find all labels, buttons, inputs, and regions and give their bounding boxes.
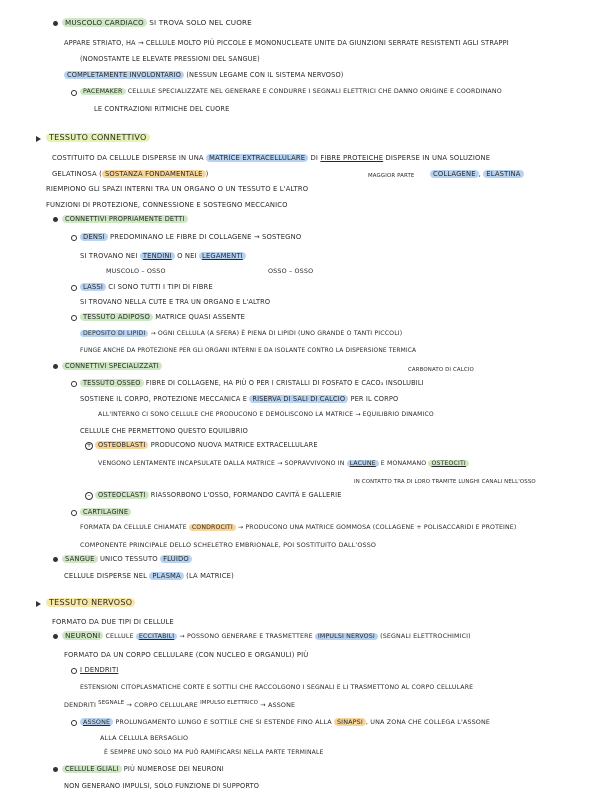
lassi-line-2: SI TROVANO NELLA CUTE E TRA UN ORGANO E L'ALTRO bbox=[80, 298, 271, 306]
osseo-line-3: ALL'INTERNO CI SONO CELLULE CHE PRODUCONO E DEMOLISCONO LA MATRICE → EQUILIBRIO DINAMICO bbox=[98, 411, 434, 418]
text: PRODUCONO NUOVA MATRICE EXTRACELLULARE bbox=[150, 441, 318, 449]
bullet-dot bbox=[53, 767, 58, 772]
involontario-highlight: COMPLETAMENTE INVOLONTARIO bbox=[64, 71, 184, 79]
text: DISPERSE IN UNA SOLUZIONE bbox=[385, 154, 491, 162]
text: (LA MATRICE) bbox=[186, 572, 234, 580]
lacune-highlight: LACUNE bbox=[347, 460, 379, 467]
osteoclasti-highlight: OSTEOCLASTI bbox=[95, 491, 149, 499]
maggior-parte-label: MAGGIOR PARTE bbox=[368, 173, 415, 179]
bullet-dot bbox=[53, 364, 58, 369]
osseo-line bbox=[80, 378, 424, 388]
propriamente-detti-title: CONNETTIVI PROPRIAMENTE DETTI bbox=[62, 215, 188, 223]
muscolo-cardiaco-desc-2: (NONOSTANTE LE ELEVATE PRESSIONI DEL SANGUE) bbox=[80, 55, 260, 63]
fibre-underline: FIBRE PROTEICHE bbox=[320, 154, 384, 162]
pacemaker-line bbox=[80, 87, 502, 97]
text: , UNA ZONA CHE COLLEGA L'ASSONE bbox=[365, 718, 491, 726]
sangue-highlight: SANGUE bbox=[62, 555, 98, 563]
text: SOSTIENE IL CORPO, PROTEZIONE MECCANICA E bbox=[80, 395, 248, 403]
assone-line-3: È SEMPRE UNO SOLO MA PUÒ RAMIFICARSI NELLA PARTE TERMINALE bbox=[104, 749, 324, 756]
pacemaker-highlight: PACEMAKER bbox=[80, 88, 126, 95]
tendini-highlight: TENDINI bbox=[140, 252, 175, 260]
text: FIBRE DI COLLAGENE, HA PIÙ O PER I CRISTALLI DI FOSFATO E CACO₃ INSOLUBILI bbox=[145, 379, 424, 387]
osseo-highlight: TESSUTO OSSEO bbox=[80, 379, 144, 387]
text: → POSSONO GENERARE E TRASMETTERE bbox=[179, 633, 313, 640]
osseo-line-4: CELLULE CHE PERMETTONO QUESTO EQUILIBRIO bbox=[80, 427, 248, 435]
osteoblasti-line-3: IN CONTATTO TRA DI LORO TRAMITE LUNGHI CANALI NELL'OSSO bbox=[354, 479, 536, 485]
dendriti-title: I DENDRITI bbox=[80, 666, 119, 674]
osteociti-highlight: OSTEOCITI bbox=[428, 460, 468, 467]
text: CELLULE bbox=[105, 633, 134, 640]
text: PER IL CORPO bbox=[350, 395, 399, 403]
tessuto-connettivo-title: TESSUTO CONNETTIVO bbox=[46, 133, 150, 142]
fluido-highlight: FLUIDO bbox=[160, 555, 192, 563]
assone-highlight: ASSONE bbox=[80, 718, 113, 726]
text: VENGONO LENTAMENTE INCAPSULATE DALLA MATRICE → SOPRAVVIVONO IN bbox=[98, 460, 345, 467]
adiposo-highlight: TESSUTO ADIPOSO bbox=[80, 313, 153, 321]
text: UNICO TESSUTO bbox=[99, 555, 158, 563]
minus-circle-icon: – bbox=[85, 492, 93, 500]
text: SI TROVANO NEI bbox=[80, 252, 138, 260]
dendriti-line bbox=[80, 665, 118, 675]
bullet-circle bbox=[71, 720, 77, 726]
text: PROLUNGAMENTO LUNGO E SOTTILE CHE SI ESTENDE FINO ALLA bbox=[115, 718, 332, 726]
adiposo-line bbox=[80, 312, 245, 322]
bullet-circle bbox=[71, 668, 77, 674]
text: GELATINOSA bbox=[52, 170, 97, 178]
deposito-line bbox=[80, 329, 402, 339]
densi-line-2 bbox=[80, 251, 246, 261]
specializzati-line bbox=[62, 361, 162, 371]
dendriti-line-2: ESTENSIONI CITOPLASMATICHE CORTE E SOTTILI CHE RACCOLGONO I SEGNALI E LI TRASMETTONO AL CORPO CELLULARE bbox=[80, 684, 474, 691]
sangue-line-2 bbox=[64, 571, 234, 581]
pacemaker-desc-2: LE CONTRAZIONI RITMICHE DEL CUORE bbox=[94, 105, 230, 113]
text: E MONAMANO bbox=[380, 460, 427, 467]
plus-circle-icon: + bbox=[86, 442, 92, 449]
osseo-line-2 bbox=[80, 394, 398, 404]
bullet-circle bbox=[71, 510, 77, 516]
lassi-highlight: LASSI bbox=[80, 283, 106, 291]
eccitabili-highlight: ECCITABILI bbox=[136, 633, 177, 640]
sangue-line bbox=[62, 554, 192, 564]
text: → ASSONE bbox=[260, 701, 296, 709]
pacemaker-rest: CELLULE SPECIALIZZATE NEL GENERARE E CONDURRE I SEGNALI ELETTRICI CHE DANNO ORIGINE E COORDINANO bbox=[127, 88, 502, 95]
adiposo-line-3: FUNGE ANCHE DA PROTEZIONE PER GLI ORGANI INTERNI E DA ISOLANTE CONTRO LA DISPERSIONE TERMICA bbox=[80, 348, 417, 354]
neuroni-line-2: FORMATO DA UN CORPO CELLULARE (CON NUCLEO E ORGANULI) PIÙ bbox=[64, 651, 309, 659]
plasma-highlight: PLASMA bbox=[149, 572, 183, 580]
text: PREDOMINANO LE FIBRE DI COLLAGENE → SOSTEGNO bbox=[110, 233, 302, 241]
text: DENDRITI bbox=[64, 701, 96, 709]
bullet-circle bbox=[71, 90, 77, 96]
bullet-circle bbox=[71, 235, 77, 241]
text: O NEI bbox=[177, 252, 197, 260]
fibre-types: COLLAGENE , ELASTINA bbox=[430, 169, 524, 179]
text: → PRODUCONO UNA MATRICE GOMMOSA (COLLAGENE + POLISACCARIDI E PROTEINE) bbox=[237, 524, 517, 531]
osso-osso-label: OSSO – OSSO bbox=[268, 267, 314, 275]
deposito-highlight: DEPOSITO DI LIPIDI bbox=[80, 330, 148, 337]
cartilagine-line-2 bbox=[80, 523, 516, 533]
connettivo-line-2: GELATINOSA ( SOSTANZA FONDAMENTALE ) bbox=[52, 170, 209, 178]
densi-highlight: DENSI bbox=[80, 233, 108, 241]
sostanza-highlight: SOSTANZA FONDAMENTALE bbox=[102, 170, 206, 178]
tessuto-nervoso-heading bbox=[46, 598, 135, 608]
matrice-highlight: MATRICE EXTRACELLULARE bbox=[206, 154, 308, 162]
bullet-circle bbox=[71, 381, 77, 387]
text: RIASSORBONO L'OSSO, FORMANDO CAVITÀ E GALLERIE bbox=[150, 491, 342, 499]
assone-line-2: ALLA CELLULA BERSAGLIO bbox=[100, 734, 189, 742]
propriamente-detti-line bbox=[62, 214, 188, 224]
text: (SEGNALI ELETTROCHIMICI) bbox=[380, 633, 471, 640]
bullet-dot bbox=[53, 557, 58, 562]
osteoblasti-line bbox=[95, 440, 318, 450]
cartilagine-highlight: CARTILAGINE bbox=[80, 508, 131, 516]
text: PIÙ NUMEROSE DEI NEURONI bbox=[123, 765, 224, 773]
legamenti-highlight: LEGAMENTI bbox=[199, 252, 246, 260]
nervoso-line-1: FORMATO DA DUE TIPI DI CELLULE bbox=[52, 618, 174, 626]
assone-line bbox=[80, 717, 490, 727]
text: → OGNI CELLULA (A SFERA) È PIENA DI LIPIDI (UNO GRANDE O TANTI PICCOLI) bbox=[150, 330, 403, 337]
riserva-highlight: RISERVA DI SALI DI CALCIO bbox=[249, 395, 348, 403]
densi-line bbox=[80, 232, 301, 242]
involontario-line bbox=[64, 70, 344, 80]
tessuto-connettivo-heading bbox=[46, 133, 150, 143]
cartilagine-line-3: COMPONENTE PRINCIPALE DELLO SCHELETRO EMBRIONALE, POI SOSTITUITO DALL'OSSO bbox=[80, 541, 377, 549]
text: → CORPO CELLULARE bbox=[126, 701, 198, 709]
muscolo-cardiaco-title: MUSCOLO CARDIACO bbox=[62, 18, 147, 27]
text: CI SONO TUTTI I TIPI DI FIBRE bbox=[108, 283, 213, 291]
connettivo-line-1 bbox=[52, 153, 490, 163]
text: COSTITUITO DA CELLULE DISPERSE IN UNA bbox=[52, 154, 204, 162]
carbonato-label: CARBONATO DI CALCIO bbox=[408, 367, 474, 373]
condrociti-highlight: CONDROCITI bbox=[189, 524, 236, 531]
neuroni-highlight: NEURONI bbox=[62, 631, 103, 640]
bullet-dot bbox=[53, 21, 58, 26]
impulsi-highlight: IMPULSI NERVOSI bbox=[315, 633, 378, 640]
sinapsi-highlight: SINAPSI bbox=[334, 718, 366, 726]
bullet-dot bbox=[53, 217, 58, 222]
connettivo-line-3: RIEMPIONO GLI SPAZI INTERNI TRA UN ORGANO O UN TESSUTO E L'ALTRO bbox=[46, 185, 309, 193]
collagene-highlight: COLLAGENE bbox=[430, 170, 479, 178]
segnale-label: SEGNALE bbox=[98, 700, 125, 706]
impulso-label: IMPULSO ELETTRICO bbox=[200, 700, 259, 706]
tessuto-nervoso-title: TESSUTO NERVOSO bbox=[46, 598, 135, 607]
section-arrow-icon bbox=[36, 601, 41, 607]
cartilagine-line bbox=[80, 507, 131, 517]
muscolo-cardiaco-line bbox=[62, 18, 252, 28]
bullet-circle bbox=[71, 315, 77, 321]
text: FORMATA DA CELLULE CHIAMATE bbox=[80, 524, 187, 531]
dendriti-line-3 bbox=[64, 700, 295, 711]
involontario-rest: (NESSUN LEGAME CON IL SISTEMA NERVOSO) bbox=[186, 71, 344, 79]
specializzati-title: CONNETTIVI SPECIALIZZATI bbox=[62, 362, 162, 370]
lassi-line bbox=[80, 282, 213, 292]
connettivo-line-4: FUNZIONI DI PROTEZIONE, CONNESSIONE E SOSTEGNO MECCANICO bbox=[46, 201, 288, 209]
muscolo-cardiaco-rest: SI TROVA SOLO NEL CUORE bbox=[149, 18, 252, 27]
bullet-circle bbox=[71, 285, 77, 291]
osteoblasti-line-2 bbox=[98, 459, 469, 469]
osteoblasti-highlight: OSTEOBLASTI bbox=[95, 441, 148, 449]
elastina-highlight: ELASTINA bbox=[483, 170, 523, 178]
text: CELLULE DISPERSE NEL bbox=[64, 572, 148, 580]
text: MATRICE QUASI ASSENTE bbox=[155, 313, 246, 321]
muscolo-osso-label: MUSCOLO – OSSO bbox=[106, 267, 166, 275]
bullet-dot bbox=[53, 634, 58, 639]
gliali-line-2: NON GENERANO IMPULSI, SOLO FUNZIONE DI SUPPORTO bbox=[64, 782, 260, 790]
gliali-highlight: CELLULE GLIALI bbox=[62, 765, 122, 773]
section-arrow-icon bbox=[36, 136, 41, 142]
muscolo-cardiaco-desc-1: APPARE STRIATO, HA → CELLULE MOLTO PIÙ PICCOLE E MONONUCLEATE UNITE DA GIUNZIONI SERRATE RESISTENTI AGLI STRAPPI bbox=[64, 39, 509, 47]
text: DI bbox=[310, 154, 319, 162]
osteoclasti-line bbox=[95, 490, 342, 500]
neuroni-line bbox=[62, 631, 471, 642]
gliali-line bbox=[62, 764, 224, 774]
